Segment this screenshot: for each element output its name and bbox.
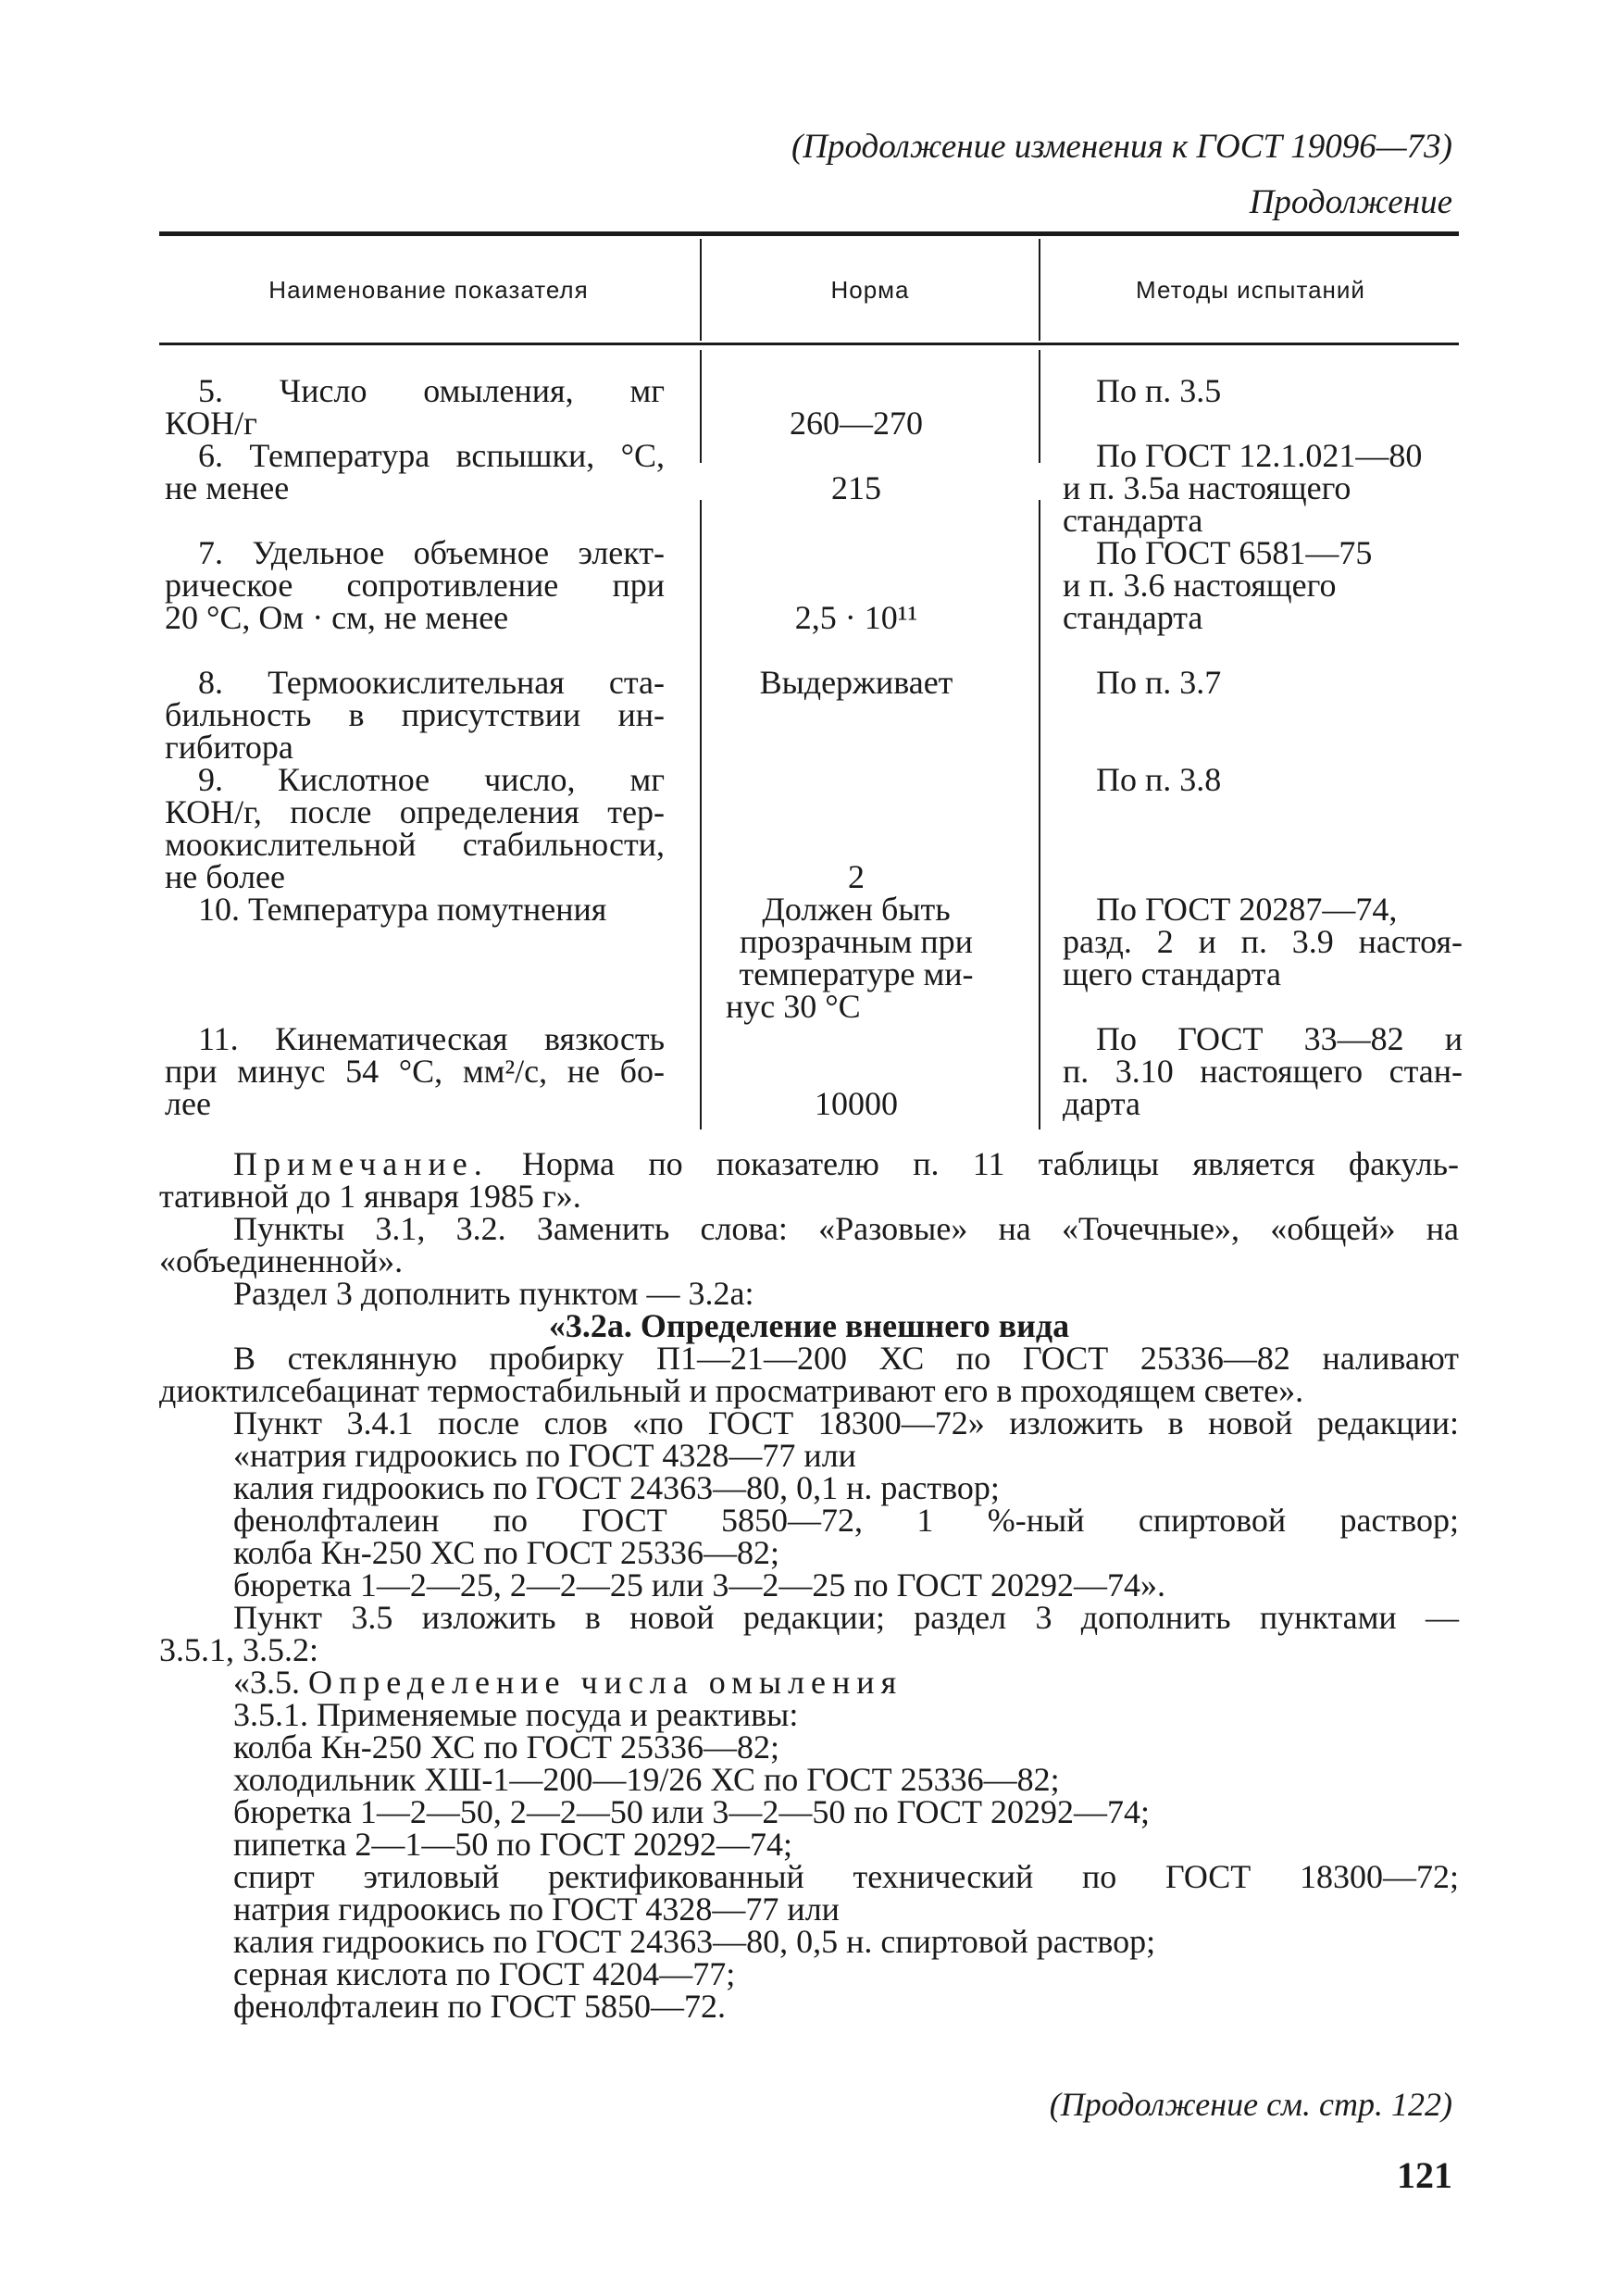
table-row-norm: 2,5 · 10¹¹ bbox=[794, 599, 918, 636]
table-row-name: 9. Кислотное число, мг КОН/г, после определения тер- моокислительной стабильности, не более bbox=[165, 761, 665, 895]
table-note: Примечание. Норма по показателю п. 11 таблицы является факуль- bbox=[233, 1145, 1459, 1182]
list-item: бюретка 1—2—50, 2—2—50 или 3—2—50 по ГОСТ 20292—74; bbox=[233, 1793, 1150, 1830]
continuation-subheader: Продолжение bbox=[1249, 183, 1452, 221]
page-number: 121 bbox=[1397, 2154, 1452, 2196]
table-row-method: По ГОСТ 6581—75 и п. 3.6 настоящего стандарта bbox=[1063, 534, 1373, 636]
table-row-method: По ГОСТ 20287—74, разд. 2 и п. 3.9 настоя- щего стандарта bbox=[1063, 891, 1463, 992]
paragraph: Пункт 3.5 изложить в новой редакции; раздел 3 дополнить пунктами — bbox=[233, 1599, 1459, 1636]
list-item: натрия гидроокись по ГОСТ 4328—77 или bbox=[233, 1890, 840, 1928]
table-row-method: По ГОСТ 33—82 и п. 3.10 настоящего стан- дарта bbox=[1063, 1020, 1463, 1122]
table-row-norm: 2 bbox=[848, 858, 865, 895]
table-divider bbox=[700, 500, 702, 1129]
paragraph: Пункты 3.1, 3.2. Заменить слова: «Разовые» на «Точечные», «общей» на bbox=[233, 1210, 1459, 1247]
table-row-method: По ГОСТ 12.1.021—80 и п. 3.5а настоящего стандарта bbox=[1063, 437, 1423, 539]
reagent-list bbox=[159, 1437, 1459, 1603]
list-item: пипетка 2—1—50 по ГОСТ 20292—74; bbox=[233, 1826, 793, 1863]
paragraph: Раздел 3 дополнить пунктом — 3.2а: bbox=[233, 1275, 754, 1312]
column-header-indicator: Наименование показателя bbox=[268, 276, 589, 304]
table-row-name: 11. Кинематическая вязкость при минус 54 °С, мм²/с, не бо- лее bbox=[165, 1020, 665, 1122]
paragraph: Пункт 3.4.1 после слов «по ГОСТ 18300—72» изложить в новой редакции: bbox=[233, 1404, 1459, 1441]
table-row-name: 6. Температура вспышки, °С, не менее bbox=[165, 437, 665, 506]
table-note-continued: тативной до 1 января 1985 г». bbox=[159, 1178, 581, 1215]
continuation-header: (Продолжение изменения к ГОСТ 19096—73) bbox=[791, 128, 1452, 166]
table-row-name: 5. Число омыления, мг КОН/г bbox=[165, 372, 665, 442]
list-item: «натрия гидроокись по ГОСТ 4328—77 или bbox=[233, 1437, 856, 1474]
table-row-method: По п. 3.5 bbox=[1096, 372, 1222, 409]
table-divider bbox=[1039, 500, 1040, 1129]
table-row-norm: 215 bbox=[831, 469, 881, 506]
table-row-method: По п. 3.8 bbox=[1096, 761, 1222, 798]
table-row-norm: 10000 bbox=[815, 1085, 898, 1122]
table-row-norm: 260—270 bbox=[790, 405, 923, 442]
list-item: спирт этиловый ректификованный технический по ГОСТ 18300—72; bbox=[233, 1858, 1459, 1895]
table-top-rule bbox=[159, 231, 1459, 236]
list-item: бюретка 1—2—25, 2—2—25 или 3—2—25 по ГОСТ 20292—74». bbox=[233, 1566, 1165, 1603]
paragraph: В стеклянную пробирку П1—21—200 ХС по ГОСТ 25336—82 наливают bbox=[233, 1340, 1459, 1377]
paragraph-continued: «объединенной». bbox=[159, 1242, 404, 1279]
paragraph: 3.5.1. Применяемые посуда и реактивы: bbox=[233, 1696, 799, 1733]
list-item: холодильник ХШ-1—200—19/26 ХС по ГОСТ 25336—82; bbox=[233, 1761, 1060, 1798]
continuation-footer: (Продолжение см. стр. 122) bbox=[1049, 2086, 1452, 2123]
list-item: фенолфталеин по ГОСТ 5850—72. bbox=[233, 1988, 726, 2025]
column-header-method: Методы испытаний bbox=[1136, 276, 1365, 304]
list-item: колба Кн-250 ХС по ГОСТ 25336—82; bbox=[233, 1728, 779, 1766]
equipment-list bbox=[159, 1728, 1459, 2025]
document-body bbox=[159, 1145, 1459, 2025]
column-header-norm: Норма bbox=[830, 276, 910, 304]
list-item: фенолфталеин по ГОСТ 5850—72, 1 %-ный спиртовой раствор; bbox=[233, 1502, 1459, 1539]
paragraph-continued: 3.5.1, 3.5.2: bbox=[159, 1631, 319, 1668]
list-item: серная кислота по ГОСТ 4204—77; bbox=[233, 1955, 736, 1992]
section-heading: «3.5. Определение числа омыления bbox=[233, 1664, 903, 1701]
table-row-norm: Должен быть прозрачным при температуре ми- нус 30 °С bbox=[726, 891, 974, 1025]
table-header-rule bbox=[159, 343, 1459, 345]
list-item: колба Кн-250 ХС по ГОСТ 25336—82; bbox=[233, 1534, 779, 1571]
table-row-norm: Выдерживает bbox=[759, 664, 953, 701]
table-row-name: 10. Температура помутнения bbox=[198, 891, 607, 928]
list-item: калия гидроокись по ГОСТ 24363—80, 0,5 н. спиртовой раствор; bbox=[233, 1923, 1156, 1960]
table-row-name: 7. Удельное объемное элект- рическое сопротивление при 20 °С, Ом · см, не менее bbox=[165, 534, 665, 636]
table-divider bbox=[1039, 239, 1040, 341]
table-row-method: По п. 3.7 bbox=[1096, 664, 1222, 701]
section-heading: «3.2а. Определение внешнего вида bbox=[548, 1307, 1070, 1344]
table-row-name: 8. Термоокислительная ста- бильность в присутствии ин- гибитора bbox=[165, 664, 665, 766]
list-item: калия гидроокись по ГОСТ 24363—80, 0,1 н. раствор; bbox=[233, 1469, 1000, 1506]
table-divider bbox=[1039, 350, 1040, 463]
paragraph-continued: диоктилсебацинат термостабильный и просматривают его в проходящем свете». bbox=[159, 1372, 1304, 1409]
table-divider bbox=[700, 350, 702, 463]
table-divider bbox=[700, 239, 702, 341]
